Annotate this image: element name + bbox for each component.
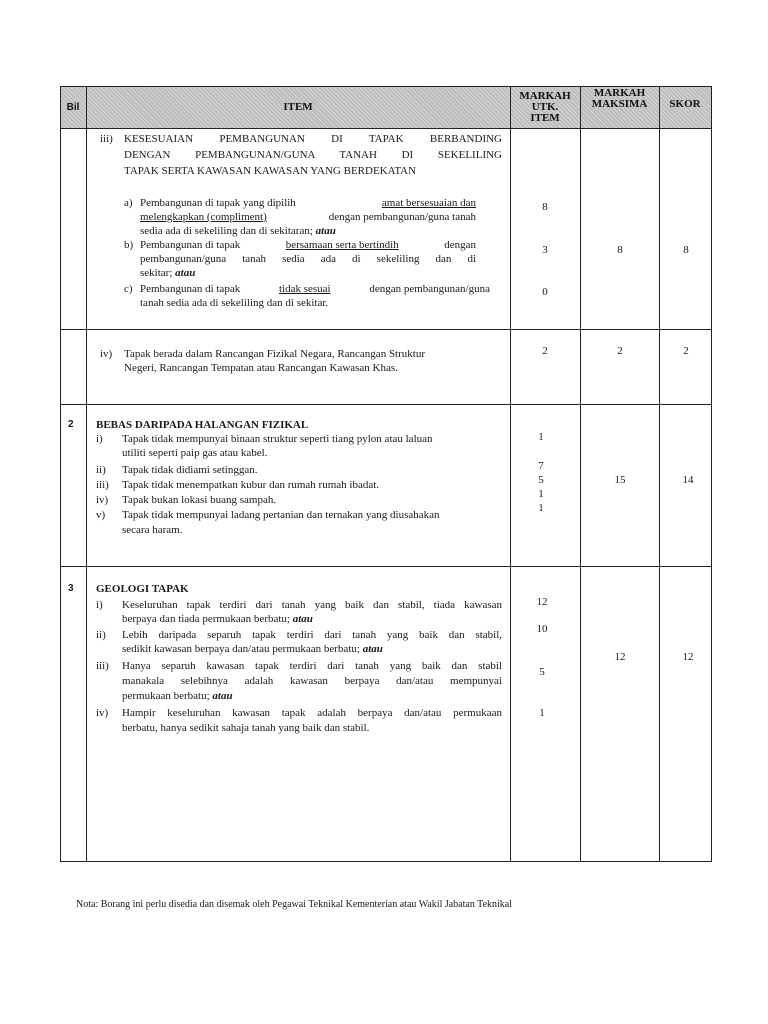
option-b-line: pembangunan/guna tanah sedia ada di sekeliling dan di <box>140 253 476 265</box>
sec-3-item-text: permukaan berbatu; atau <box>122 690 233 702</box>
sec-3-item-number: i) <box>96 599 103 611</box>
header-markah-maksima: MARKAH MAKSIMA <box>591 87 648 110</box>
header-bil: Bil <box>66 101 80 113</box>
sec-2-item-number: iv) <box>96 494 109 506</box>
sec-iv-number: iv) <box>100 348 113 360</box>
option-c-label: c) <box>124 283 133 295</box>
sec-2-item-text: Tapak tidak mempunyai ladang pertanian dan ternakan yang diusahakan <box>122 509 440 521</box>
column-divider <box>86 86 87 862</box>
score: 2 <box>683 345 689 357</box>
sec-2-item-text: Tapak tidak mempunyai binaan struktur seperti tiang pylon atau laluan <box>122 433 433 445</box>
sec-iv-line: Negeri, Rancangan Tempatan atau Rancangan Kawasan Khas. <box>124 362 398 374</box>
sec-2-item-number: i) <box>96 433 103 445</box>
sec-2-item-number: v) <box>96 509 106 521</box>
column-divider <box>659 86 660 862</box>
item-mark: 1 <box>538 502 544 514</box>
item-mark: 8 <box>542 201 548 213</box>
table-border-right <box>711 86 712 862</box>
sec-iv-line: Tapak berada dalam Rancangan Fizikal Negara, Rancangan Struktur <box>124 348 425 360</box>
sec-3-item-text: Hanya separuh kawasan tapak terdiri dari tanah yang baik dan stabil <box>122 660 502 672</box>
sec-3-item-number: ii) <box>96 629 106 641</box>
column-divider <box>580 86 581 862</box>
option-a-label: a) <box>124 197 133 209</box>
sec-iii-title-line: KESESUAIAN PEMBANGUNAN DI TAPAK BERBANDING <box>124 133 502 145</box>
table-border-left <box>60 86 61 862</box>
sec-2-item-text: secara haram. <box>122 524 183 536</box>
sec-2-title: BEBAS DARIPADA HALANGAN FIZIKAL <box>96 419 309 431</box>
score: 14 <box>682 474 694 486</box>
option-a-line: melengkapkan (compliment) dengan pembangunan/guna tanah <box>140 211 476 223</box>
header-skor: SKOR <box>669 98 701 110</box>
sec-iii-number: iii) <box>100 133 113 145</box>
sec-3-item-text: berpaya dan tiada permukaan berbatu; atau <box>122 613 313 625</box>
sec-2-item-text: Tapak bukan lokasi buang sampah. <box>122 494 277 506</box>
option-a-line: Pembangunan di tapak yang dipilih amat bersesuaian dan <box>140 197 476 209</box>
max-mark: 8 <box>617 244 623 256</box>
option-b-label: b) <box>124 239 134 251</box>
score: 8 <box>683 244 689 256</box>
item-mark: 5 <box>538 474 544 486</box>
option-c-line: Pembangunan di tapak tidak sesuai dengan pembangunan/guna <box>140 283 490 295</box>
header-item: ITEM <box>283 100 313 113</box>
header-markah-utk-item: MARKAH UTK. ITEM <box>519 89 571 124</box>
sec-3-item-text: Lebih daripada separuh tapak terdiri dari tanah yang baik dan stabil, <box>122 629 502 641</box>
option-b-line: sekitar; atau <box>140 267 196 279</box>
item-mark: 1 <box>539 707 545 719</box>
item-mark: 2 <box>542 345 548 357</box>
sec-2-item-text: Tapak tidak menempatkan kubur dan rumah rumah ibadat. <box>122 479 380 491</box>
sec-3-item-text: berbatu, hanya sedikit sahaja tanah yang baik dan stabil. <box>122 722 370 734</box>
sec-iii-title-line: DENGAN PEMBANGUNAN/GUNA TANAH DI SEKELILING <box>124 149 502 161</box>
sec-iii-title-line: TAPAK SERTA KAWASAN KAWASAN YANG BERDEKATAN <box>124 165 417 177</box>
row-divider <box>60 329 712 330</box>
option-c-line: tanah sedia ada di sekeliling dan di sekitar. <box>140 297 329 309</box>
max-mark: 15 <box>614 474 626 486</box>
sec-2-item-number: iii) <box>96 479 109 491</box>
sec-3-item-number: iii) <box>96 660 109 672</box>
item-mark: 0 <box>542 286 548 298</box>
sec-2-item-text: utiliti seperti paip gas atau kabel. <box>122 447 268 459</box>
item-mark: 5 <box>539 666 545 678</box>
item-mark: 1 <box>538 488 544 500</box>
max-mark: 2 <box>617 345 623 357</box>
sec-2-item-text: Tapak tidak didiami setinggan. <box>122 464 258 476</box>
table-border-bottom <box>60 861 712 862</box>
item-mark: 1 <box>538 431 544 443</box>
max-mark: 12 <box>614 651 626 663</box>
sec-2-item-number: ii) <box>96 464 106 476</box>
row-divider <box>60 566 712 567</box>
scoring-table <box>60 86 712 862</box>
option-a-line: sedia ada di sekeliling dan di sekitaran; atau <box>140 225 336 237</box>
sec-3-title: GEOLOGI TAPAK <box>96 583 189 595</box>
row-divider <box>60 404 712 405</box>
header-divider <box>60 128 712 129</box>
item-mark: 10 <box>536 623 548 635</box>
item-mark: 3 <box>542 244 548 256</box>
sec-2-bil: 2 <box>68 419 74 430</box>
sec-3-item-text: Hampir keseluruhan kawasan tapak adalah berpaya dan/atau permukaan <box>122 707 502 719</box>
sec-3-bil: 3 <box>68 583 74 594</box>
score: 12 <box>682 651 694 663</box>
option-b-line: Pembangunan di tapak bersamaan serta bertindih dengan <box>140 239 476 251</box>
item-mark: 7 <box>538 460 544 472</box>
item-mark: 12 <box>536 596 548 608</box>
sec-3-item-number: iv) <box>96 707 109 719</box>
column-divider <box>510 86 511 862</box>
sec-3-item-text: sedikit kawasan berpaya dan/atau permukaan berbatu; atau <box>122 643 383 655</box>
sec-3-item-text: manakala selebihnya adalah kawasan berpaya dan/atau mempunyai <box>122 675 502 687</box>
footnote: Nota: Borang ini perlu disedia dan disemak oleh Pegawai Teknikal Kementerian atau Wakil Jabatan Teknikal <box>76 899 513 910</box>
sec-3-item-text: Keseluruhan tapak terdiri dari tanah yang baik dan stabil, tiada kawasan <box>122 599 502 611</box>
